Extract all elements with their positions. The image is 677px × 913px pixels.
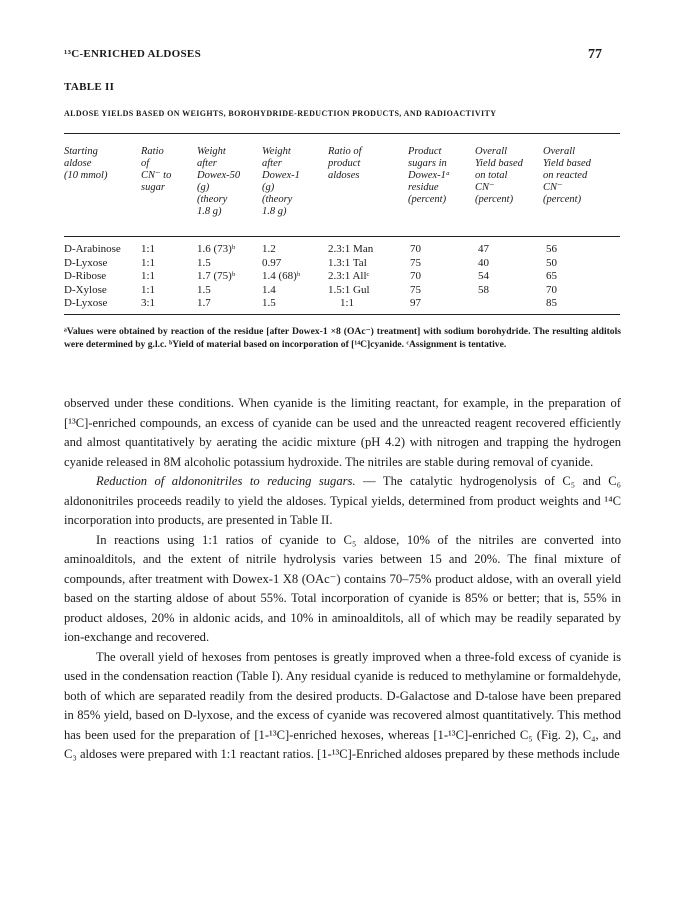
body-text (64, 394, 621, 765)
table-cell: 75 (410, 283, 421, 296)
table-bottom-rule (64, 314, 620, 315)
table-cell: 50 (546, 256, 557, 269)
table-cell: D-Arabinose (64, 243, 121, 255)
table-header-rule (64, 236, 620, 237)
column-header-line: Dowex-50 (197, 170, 241, 181)
column-header-line: sugar (141, 182, 165, 193)
column-header-line: on reacted (543, 170, 588, 181)
table-cell: 40 (478, 256, 489, 269)
column-header-line: (percent) (543, 194, 582, 205)
running-title: ¹³C-ENRICHED ALDOSES (64, 48, 201, 60)
table-cell: 1.5 (262, 297, 276, 309)
column-header-line: 1.8 g) (197, 206, 222, 217)
column-header-line: Overall (543, 146, 576, 157)
paragraph-2-text: — The catalytic hydrogenolysis of C₅ and C₆ aldononitriles proceeds readily to yield the aldoses. Typical yields, determined from product weights and ¹⁴C incorporation into products, are presented in Table II. (64, 474, 622, 527)
table-cell: 1.7 (197, 297, 211, 309)
table-cell: 70 (410, 270, 421, 282)
column-header (328, 146, 362, 182)
column-header-line: (percent) (408, 194, 447, 205)
table-cell: 1.2 (262, 243, 276, 255)
column-header-line: sugars in (408, 158, 447, 169)
column-header-line: of (141, 158, 150, 169)
column-header-line: Product (408, 146, 442, 157)
column-header-line: aldoses (328, 170, 360, 181)
table-cell: 1:1 (141, 243, 156, 255)
column-header-line: aldose (64, 158, 92, 169)
paragraph-2 (64, 472, 621, 531)
table-cell: 1:1 (141, 283, 156, 296)
table-cell: 1.5:1 Gul (328, 283, 370, 296)
column-header-line: product (328, 158, 361, 169)
section-heading: Reduction of aldononitriles to reducing sugars. (96, 474, 356, 488)
table-cell: 1.5 (197, 256, 211, 269)
table-cell: 70 (546, 283, 557, 296)
column-header-line: residue (408, 182, 439, 193)
table-cell: 70 (410, 243, 421, 255)
paragraph-4: The overall yield of hexoses from pentoses is greatly improved when a three-fold excess of cyanide is used in the condensation reaction (Table I). Any residual cyanide is reduced to methylamine or formaldehyde, both of which are separated readily from the desired products. D-Galactose and D-talose have been prepared in 85% yield, based on D-lyxose, and the excess of cyanide was recovered almost quantitatively. This method has been used for the preparation of [1-¹³C]-enriched hexoses, whereas [1-¹³C]-enriched C₅ (Fig. 2), C₄, and C₃ aldoses were prepared with 1:1 reactant ratios. [1-¹³C]-Enriched aldoses prepared by these methods include (64, 649, 621, 761)
table-cell: 1.4 (68)ᵇ (262, 270, 301, 282)
column-header-line: Yield based (475, 158, 523, 169)
table-cell: 56 (546, 243, 557, 255)
column-header-line: CN⁻ to (141, 170, 172, 181)
column-header-line: Starting (64, 146, 98, 157)
paragraph-1: observed under these conditions. When cyanide is the limiting reactant, for example, in the preparation of [¹³C]-enriched compounds, an excess of cyanide can be used and the unreacted reagent recovered efficiently and almost quantitatively by aerating the acidic mixture (pH 4.2) with nitrogen and trapping the hydrogen cyanide released in 8M alcoholic potassium hydroxide. The nitriles are stable during removal of cyanide. (64, 396, 621, 469)
column-header (475, 146, 523, 206)
paragraph-3: In reactions using 1:1 ratios of cyanide to C₅ aldose, 10% of the nitriles are converted into aminoalditols, and the extent of nitrile hydrolysis varies between 15 and 20%. The final mixture of compounds, after treatment with Dowex-1 X8 (OAc⁻) contains 70–75% product aldose, with an overall yield based on the starting aldose of about 55%. Total incorporation of cyanide is 85% or better; that is, 55% in product aldoses, 20% in aldonic acids, and 10% in aminoalditols, all of which may be readily separated by ion-exchange and recovered. (64, 532, 621, 644)
table-cell: 65 (546, 270, 557, 282)
table-cell: 1:1 (340, 297, 355, 309)
column-header-line: CN⁻ (543, 182, 563, 193)
column-header-line: Weight (197, 146, 226, 157)
table-cell: 1.4 (262, 283, 276, 296)
table-cell: 1.5 (197, 283, 211, 296)
column-header (262, 146, 300, 218)
table-cell: 3:1 (141, 297, 156, 309)
column-header-line: (theory (262, 194, 293, 205)
table-top-rule (64, 133, 620, 134)
column-header-line: (g) (197, 182, 210, 193)
table-cell: 1:1 (141, 270, 156, 282)
table-cell: 2.3:1 Allᶜ (328, 270, 370, 282)
table-footnote: ᵃValues were obtained by reaction of the residue [after Dowex-1 ×8 (OAc⁻) treatment] with sodium borohydride. The resulting alditols were determined by g.l.c. ᵇYield of material based on incorporation of [¹⁴C]cyanide. ᶜAssignment is tentative. (64, 326, 621, 350)
column-header-line: CN⁻ (475, 182, 495, 193)
column-header (197, 146, 240, 218)
column-header-line: 1.8 g) (262, 206, 287, 217)
column-header-line: Weight (262, 146, 291, 157)
table-cell: D-Ribose (64, 270, 107, 282)
column-header-line: after (262, 158, 282, 169)
table-cell: D-Lyxose (64, 297, 108, 309)
column-header (543, 146, 591, 206)
column-header-line: Dowex-1 (262, 170, 300, 181)
table-cell: D-Xylose (64, 283, 107, 296)
column-header-line: Yield based (543, 158, 591, 169)
table-label: TABLE II (64, 81, 115, 93)
table-cell: 1:1 (141, 256, 156, 269)
table-cell: 54 (478, 270, 489, 282)
table-cell: 58 (478, 283, 489, 296)
column-header-line: after (197, 158, 217, 169)
page-number: 77 (588, 47, 602, 62)
table-cell: 1.3:1 Tal (328, 256, 367, 269)
column-header-line: (10 mmol) (64, 170, 108, 181)
column-header-line: Ratio (141, 146, 164, 157)
column-header-line: Dowex-1ᵃ (408, 170, 451, 181)
table-cell: D-Lyxose (64, 256, 108, 269)
table-cell: 1.6 (73)ᵇ (197, 243, 236, 255)
table-cell: 85 (546, 297, 557, 309)
table-cell: 0.97 (262, 256, 282, 269)
column-header (408, 146, 450, 206)
column-header-line: (theory (197, 194, 228, 205)
column-header-line: (g) (262, 182, 275, 193)
column-header (64, 146, 107, 182)
column-header-line: on total (475, 170, 508, 181)
column-header-line: (percent) (475, 194, 514, 205)
column-header-line: Overall (475, 146, 508, 157)
table-cell: 47 (478, 243, 489, 255)
column-header-line: Ratio of (328, 146, 362, 157)
table-caption: ALDOSE YIELDS BASED ON WEIGHTS, BOROHYDRIDE-REDUCTION PRODUCTS, AND RADIOACTIVITY (64, 109, 497, 118)
table-cell: 1.7 (75)ᵇ (197, 270, 236, 282)
column-header (141, 146, 171, 194)
table-cell: 97 (410, 297, 421, 309)
table-cell: 75 (410, 256, 421, 269)
table-cell: 2.3:1 Man (328, 243, 374, 255)
